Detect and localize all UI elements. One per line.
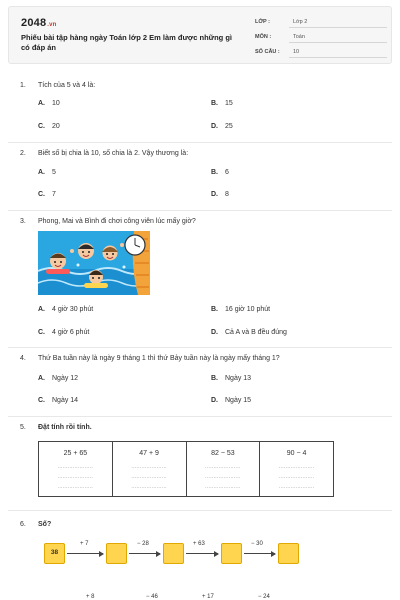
divider: [8, 347, 392, 348]
cutoff-op-4: − 24: [258, 594, 270, 600]
question-5: 5. Đặt tính rồi tính.: [20, 424, 92, 431]
q3-option-c[interactable]: C. 4 giờ 6 phút: [38, 329, 90, 336]
q1-option-a[interactable]: A. 10: [38, 100, 60, 107]
question-4: 4. Thứ Ba tuần này là ngày 9 tháng 1 thì thứ Bảy tuần này là ngày mấy tháng 1?: [20, 355, 280, 362]
chain-arrow: [186, 553, 218, 554]
q3-option-d[interactable]: D. Cả A và B đều đúng: [211, 329, 287, 336]
q4-option-b[interactable]: B. Ngày 13: [211, 375, 252, 382]
chain-arrow: [129, 553, 160, 554]
chain-answer-box-2[interactable]: [163, 543, 184, 564]
chain-op-3: + 63: [193, 541, 205, 547]
q2-option-d[interactable]: D. 8: [211, 191, 229, 198]
question-6-text: Số?: [38, 521, 52, 528]
chain-op-1: + 7: [80, 541, 89, 547]
q3-option-b[interactable]: B. 16 giờ 10 phút: [211, 306, 271, 313]
q2-option-a[interactable]: A. 5: [38, 169, 56, 176]
q2-option-b[interactable]: B. 6: [211, 169, 229, 176]
meta-question-count: SỐ CÂU : 10: [255, 47, 387, 58]
calculation-table: [38, 441, 334, 497]
q1-option-b[interactable]: B. 15: [211, 100, 233, 107]
swimming-children-illustration: [38, 231, 150, 295]
q4-option-c[interactable]: C. Ngày 14: [38, 397, 79, 404]
chain-arrow: [244, 553, 275, 554]
question-2: 2. Biết số bị chia là 10, số chia là 2. Vậy thương là:: [20, 150, 189, 157]
chain-answer-box-3[interactable]: [221, 543, 242, 564]
q3-option-a[interactable]: A. 4 giờ 30 phút: [38, 306, 94, 313]
cutoff-op-3: + 17: [202, 594, 214, 600]
chain-start-box: 38: [44, 543, 65, 564]
cutoff-op-2: − 46: [146, 594, 158, 600]
chain-arrow: [67, 553, 103, 554]
divider: [8, 510, 392, 511]
question-2-text: Biết số bị chia là 10, số chia là 2. Vậy thương là:: [38, 150, 189, 157]
divider: [8, 416, 392, 417]
question-3: 3. Phong, Mai và Bình đi chơi công viên lúc mấy giờ?: [20, 218, 196, 225]
question-5-text: Đặt tính rồi tính.: [38, 424, 92, 431]
q1-option-c[interactable]: C. 20: [38, 123, 60, 130]
question-3-text: Phong, Mai và Bình đi chơi công viên lúc mấy giờ?: [38, 218, 196, 225]
calc-cell-3[interactable]: 82 − 53 ..................... ..................... .....................: [187, 442, 261, 496]
cutoff-op-1: + 8: [86, 594, 95, 600]
calc-cell-2[interactable]: 47 + 9 ..................... ..................... .....................: [113, 442, 187, 496]
chain-answer-box-4[interactable]: [278, 543, 299, 564]
calc-cell-4[interactable]: 90 − 4 ..................... ..................... .....................: [278, 450, 315, 490]
question-1: 1. Tích của 5 và 4 là:: [20, 82, 96, 89]
q4-option-d[interactable]: D. Ngày 15: [211, 397, 252, 404]
site-logo[interactable]: 2048.vn: [21, 17, 57, 29]
worksheet-title: Phiếu bài tập hàng ngày Toán lớp 2 Em làm được những gì có đáp án: [21, 33, 232, 52]
worksheet-header: [8, 6, 392, 64]
q1-option-d[interactable]: D. 25: [211, 123, 233, 130]
meta-grade: LỚP : Lớp 2: [255, 17, 387, 28]
question-6: 6. Số?: [20, 521, 52, 528]
meta-subject: MÔN : Toán: [255, 32, 387, 43]
divider: [8, 142, 392, 143]
q2-option-c[interactable]: C. 7: [38, 191, 56, 198]
question-4-text: Thứ Ba tuần này là ngày 9 tháng 1 thì thứ Bảy tuần này là ngày mấy tháng 1?: [38, 355, 280, 362]
question-1-text: Tích của 5 và 4 là:: [38, 82, 96, 89]
q4-option-a[interactable]: A. Ngày 12: [38, 375, 79, 382]
calc-cell-1[interactable]: 25 + 65 ..................... ..................... .....................: [39, 442, 113, 496]
chain-op-2: − 28: [137, 541, 149, 547]
chain-op-4: − 30: [251, 541, 263, 547]
chain-answer-box-1[interactable]: [106, 543, 127, 564]
divider: [8, 210, 392, 211]
